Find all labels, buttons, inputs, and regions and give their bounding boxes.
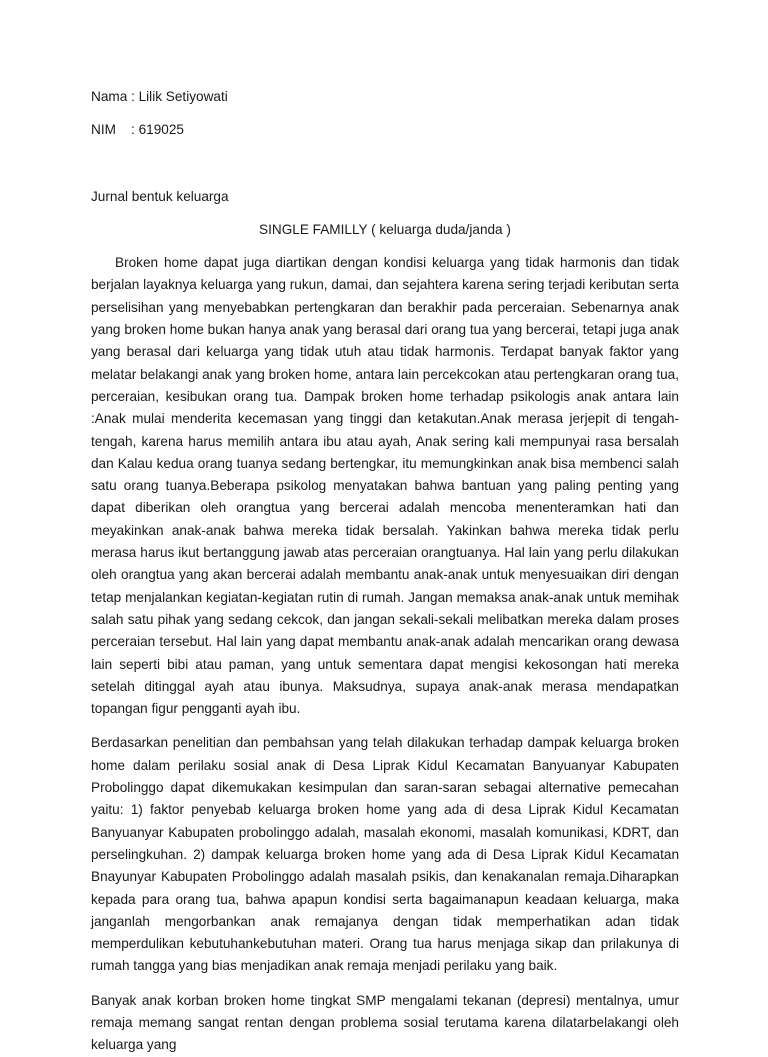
body-paragraph: Berdasarkan penelitian dan pembahsan yang telah dilakukan terhadap dampak keluarga broken home dalam perilaku sosial anak di Desa Liprak Kidul Kecamatan Banyuanyar Kabupaten Probolinggo dapat dikemukakan kesimpulan dan saran-saran sebagai alternative pemecahan yaitu: 1) faktor penyebab keluarga broken home yang ada di desa Liprak Kidul Kecamatan Banyuanyar Kabupaten probolinggo adalah, masalah ekonomi, masalah komunikasi, KDRT, dan perselingkuhan. 2) dampak keluarga broken home yang ada di Desa Liprak Kidul Kecamatan Bnayunyar Kabupaten Probolinggo adalah masalah psikis, dan kenakanalan remaja.Diharapkan kepada para orang tua, bahwa apapun kondisi serta bagaimanapun keadaan keluarga, maka janganlah mengorbankan anak remajanya dengan tidak memperhatikan adan tidak memperdulikan kebutuhankebutuhan materi. Orang tua harus menjaga sikap dan prilakunya di rumah tangga yang bias menjadikan anak remaja menjadi perilaku yang baik. bbox=[91, 735, 679, 974]
body-paragraph: Banyak anak korban broken home tingkat SMP mengalami tekanan (depresi) mentalnya, umur remaja memang sangat rentan dengan problema sosial terutama karena dilatarbelakangi oleh keluarga yang bbox=[91, 992, 679, 1053]
student-name-line: Nama : Lilik Setiyowati bbox=[91, 89, 228, 104]
document-page bbox=[91, 86, 679, 1057]
student-nim-line: NIM : 619025 bbox=[91, 122, 184, 138]
document-title: SINGLE FAMILLY ( keluarga duda/janda ) bbox=[259, 221, 511, 237]
journal-label: Jurnal bentuk keluarga bbox=[91, 188, 229, 204]
body-paragraph: Broken home dapat juga diartikan dengan kondisi keluarga yang tidak harmonis dan tidak berjalan layaknya keluarga yang rukun, damai, dan sejahtera karena sering terjadi keributan serta perselisihan yang menyebabkan pertengkaran dan berakhir pada perceraian. Sebenarnya anak yang broken home bukan hanya anak yang berasal dari orang tua yang bercerai, tetapi juga anak yang berasal dari keluarga yang tidak utuh atau tidak harmonis. Terdapat banyak faktor yang melatar belakangi anak yang broken home, antara lain percekcokan atau pertengkaran orang tua, perceraian, kesibukan orang tua. Dampak broken home terhadap psikologis anak antara lain :Anak mulai menderita kecemasan yang tinggi dan ketakutan.Anak merasa jerjepit di tengah-tengah, karena harus memilih antara ibu atau ayah, Anak sering kali mempunyai rasa bersalah dan Kalau kedua orang tuanya sedang bertengkar, itu memungkinkan anak bisa membenci salah satu orang tuanya.Beberapa psikolog menyatakan bahwa bantuan yang paling penting yang dapat diberikan oleh orangtua yang bercerai adalah mencoba menenteramkan hati dan meyakinkan anak-anak bahwa mereka tidak bersalah. Yakinkan bahwa mereka tidak perlu merasa harus ikut bertanggung jawab atas perceraian orangtuanya. Hal lain yang perlu dilakukan oleh orangtua yang akan bercerai adalah membantu anak-anak untuk menyesuaikan diri dengan tetap menjalankan kegiatan-kegiatan rutin di rumah. Jangan memaksa anak-anak untuk memihak salah satu pihak yang sedang cekcok, dan jangan sekali-sekali melibatkan mereka dalam proses perceraian tersebut. Hal lain yang dapat membantu anak-anak adalah mencarikan orang dewasa lain seperti bibi atau paman, yang untuk sementara dapat mengisi kekosongan hati mereka setelah ditinggal ayah atau ibunya. Maksudnya, supaya anak-anak merasa mendapatkan topangan figur pengganti ayah ibu. bbox=[91, 255, 679, 717]
